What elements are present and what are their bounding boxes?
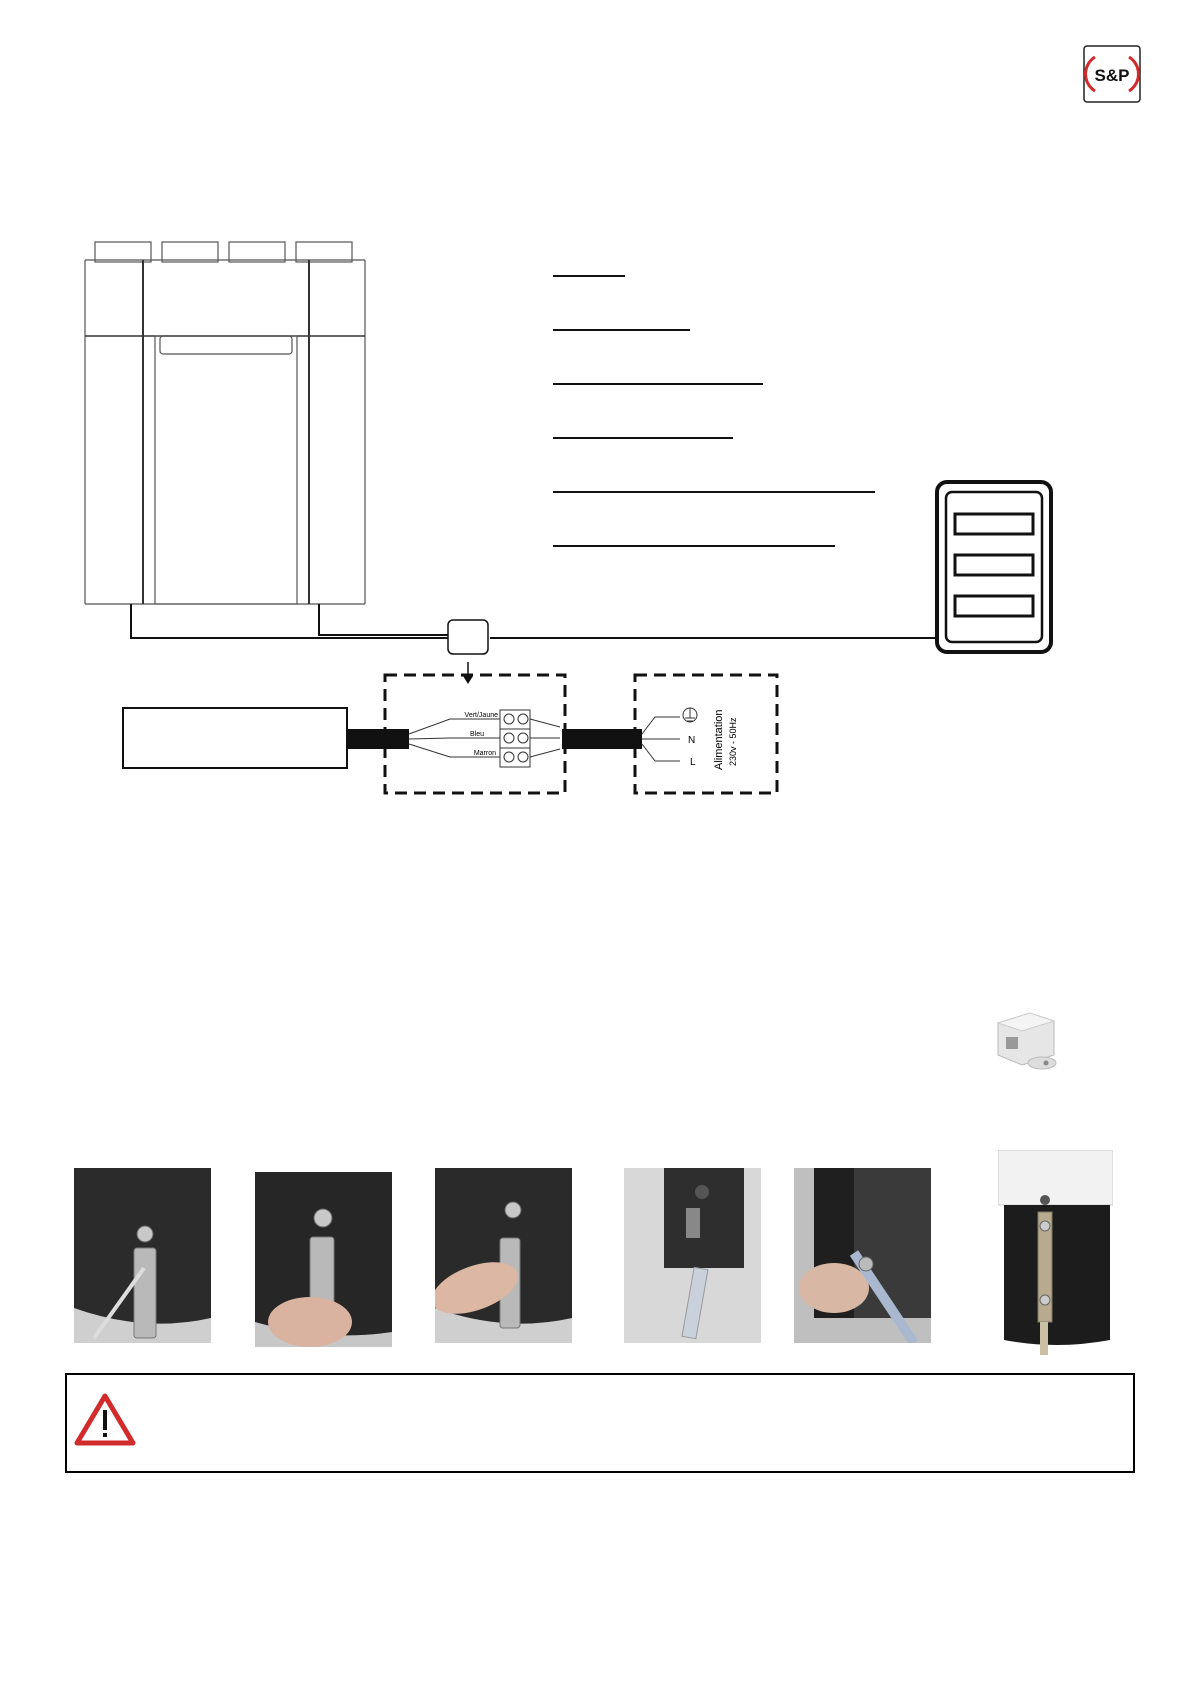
step-photo-1 — [74, 1168, 211, 1343]
terminal-l-label: L — [690, 757, 696, 768]
wire-label-green-yellow: Vert/Jaune — [464, 712, 498, 719]
step-photo-3 — [435, 1168, 572, 1343]
control-panel — [937, 482, 1051, 652]
wire-label-blue: Bleu — [469, 731, 484, 738]
cable-sheath-right — [562, 729, 642, 749]
supply-block — [635, 675, 777, 793]
terminal-block — [385, 675, 565, 793]
cable-lines — [131, 604, 935, 638]
warning-box — [65, 1373, 1135, 1473]
junction-box-photo — [988, 1005, 1066, 1077]
wire-label-brown: Marron — [473, 750, 496, 757]
legend-lines — [553, 276, 875, 546]
supply-rating: 230v - 50Hz — [728, 717, 738, 766]
step-photo-2 — [255, 1172, 392, 1347]
terminal-n-label: N — [688, 735, 696, 746]
brand-logo — [1083, 45, 1141, 103]
logo-text: S&P — [1094, 66, 1130, 85]
step-photo-6 — [998, 1150, 1113, 1355]
step-photo-4 — [624, 1168, 761, 1343]
warning-triangle-icon — [74, 1393, 136, 1447]
step-photo-5 — [794, 1168, 931, 1343]
supply-label: Alimentation — [713, 709, 725, 770]
wiring-diagram — [0, 230, 1191, 810]
device-box — [123, 708, 347, 768]
cable-sheath-left — [347, 729, 409, 749]
